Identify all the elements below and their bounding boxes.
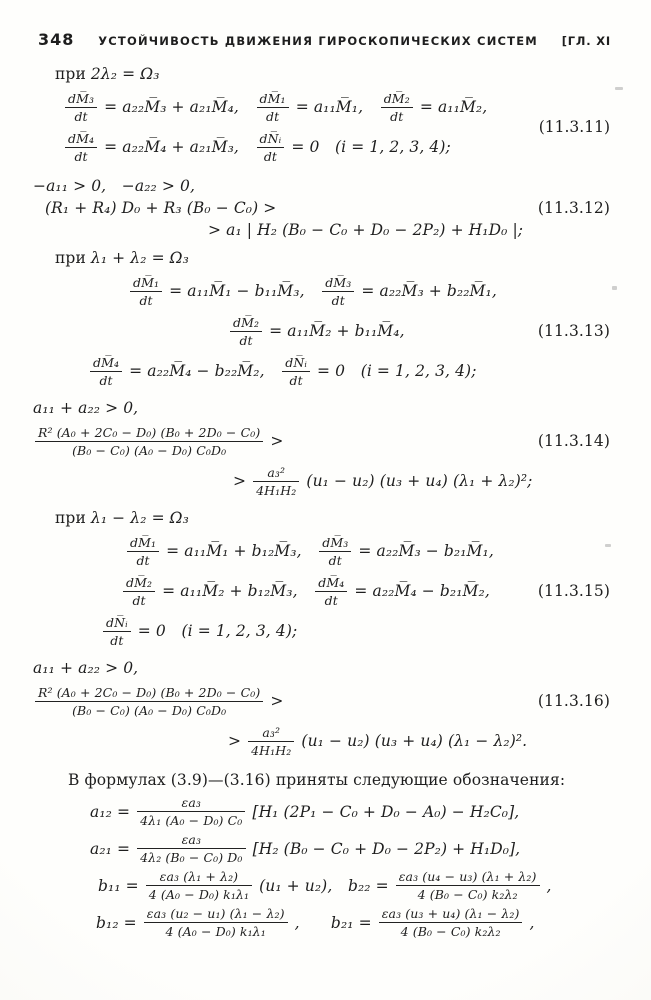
math-run: > a₁ | H₂ (B₀ − C₀ + D₀ − 2P₂) + H₁D₀ |;: [208, 221, 524, 239]
math-run: = 0 (i = 1, 2, 3, 4);: [312, 362, 477, 380]
math-run: = a₁₁M̅₁,: [290, 98, 379, 116]
math-run: = a₁₁M̅₂ + b₁₁M̅₄,: [264, 322, 405, 340]
fraction-numerator: dM̅₃: [65, 91, 97, 108]
fraction: [257, 131, 285, 164]
formula-row: [128, 271, 610, 311]
math-run: −a₁₁ > 0, −a₂₂ > 0,: [33, 177, 195, 195]
fraction-numerator: dN̅ᵢ: [282, 355, 310, 372]
formula-row: [45, 197, 610, 219]
equation-number: (11.3.16): [537, 692, 610, 710]
formula-row: [125, 531, 610, 571]
fraction-denominator: dt: [390, 108, 404, 124]
fraction-numerator: R² (A₀ + 2C₀ − D₀) (B₀ + 2D₀ − C₀): [35, 685, 263, 702]
fraction-numerator: dM̅₄: [65, 131, 97, 148]
formula-row: [55, 63, 610, 85]
formula-row: [33, 175, 610, 197]
fraction-numerator: εa₃ (u₂ − u₁) (λ₁ − λ₂): [144, 906, 288, 923]
fraction: [123, 575, 155, 608]
math-run: a₁₁ + a₂₂ > 0,: [33, 659, 139, 677]
fraction: [103, 615, 131, 648]
text-run: при: [55, 509, 91, 527]
math-run: [H₂ (B₀ − C₀ + D₀ − 2P₂) + H₁D₀],: [247, 839, 521, 858]
math-run: (u₁ + u₂), b₂₂ =: [254, 876, 394, 895]
math-run: = 0 (i = 1, 2, 3, 4);: [132, 622, 298, 640]
math-run: ,: [524, 913, 535, 932]
fraction: [137, 832, 245, 865]
fraction-numerator: εa₃ (λ₁ + λ₂): [146, 869, 252, 886]
text-run: В формулах (3.9)—(3.16) приняты следующие обозначения:: [68, 771, 566, 789]
fraction-denominator: 4 (A₀ − D₀) k₁λ₁: [148, 887, 250, 902]
condition-lambda1-minus-lambda2: [33, 507, 610, 529]
condition-2lambda2: [33, 63, 610, 85]
fraction-numerator: R² (A₀ + 2C₀ − D₀) (B₀ + 2D₀ − C₀): [35, 425, 263, 442]
fraction-numerator: εa₃: [137, 832, 245, 849]
fraction-denominator: dt: [139, 292, 153, 308]
equation-number: (11.3.14): [537, 432, 610, 450]
fraction-denominator: 4H₁H₂: [251, 742, 292, 758]
text-run: при: [55, 65, 91, 83]
fraction-denominator: dt: [136, 552, 150, 568]
fraction: [282, 355, 310, 388]
math-run: = a₂₂M̅₃ − b₂₁M̅₁,: [353, 542, 494, 560]
fraction-numerator: dM̅₁: [127, 535, 159, 552]
equation-number: (11.3.11): [538, 118, 610, 136]
equation-number: (11.3.13): [537, 322, 610, 340]
fraction-denominator: 4 (B₀ − C₀) k₂λ₂: [400, 924, 501, 939]
fraction: [65, 131, 97, 164]
coefficient-definitions: [33, 793, 610, 941]
formula-row: [88, 351, 610, 391]
formula-row: [33, 397, 610, 419]
fraction-denominator: dt: [324, 592, 338, 608]
formula-row: [233, 463, 610, 499]
math-run: >: [228, 732, 247, 750]
math-run: b₁₁ =: [98, 876, 144, 895]
math-run: = a₂₂M̅₃ + a₂₁M̅₄,: [99, 98, 255, 116]
fraction: [248, 725, 294, 758]
math-run: a₂₁ =: [90, 839, 136, 858]
formula-row: [90, 830, 610, 867]
math-run: a₁₂ =: [90, 802, 136, 821]
formula-row: [55, 507, 610, 529]
chapter-label: [ГЛ. XI: [561, 34, 611, 48]
fraction: [379, 906, 523, 939]
inequality-11-3-14: [33, 397, 610, 499]
scan-artifact: [605, 544, 611, 547]
formula-row: [98, 867, 610, 904]
fraction: [35, 425, 263, 458]
fraction-numerator: a₃²: [248, 725, 294, 742]
fraction: [319, 535, 351, 568]
fraction: [90, 355, 122, 388]
math-run: = a₁₁M̅₁ − b₁₁M̅₃,: [164, 282, 321, 300]
fraction-denominator: 4λ₁ (A₀ − D₀) C₀: [140, 813, 243, 828]
formula-row: [33, 419, 610, 463]
math-run: (R₁ + R₄) D₀ + R₃ (B₀ − C₀) >: [45, 199, 277, 217]
content: [0, 63, 651, 941]
fraction: [65, 91, 97, 124]
fraction-numerator: dM̅₁: [257, 91, 289, 108]
fraction-denominator: dt: [239, 332, 253, 348]
fraction-denominator: dt: [110, 632, 124, 648]
fraction-numerator: dM̅₂: [230, 315, 262, 332]
fraction-numerator: εa₃: [137, 795, 245, 812]
formula-row: [228, 311, 610, 351]
math-run: = 0 (i = 1, 2, 3, 4);: [286, 138, 451, 156]
fraction: [253, 465, 299, 498]
fraction-numerator: dM̅₃: [322, 275, 354, 292]
equation-11-3-13: [33, 271, 610, 391]
equation-number: (11.3.12): [537, 199, 610, 217]
equation-11-3-11: [33, 87, 610, 167]
math-run: b₁₂ =: [96, 913, 142, 932]
math-run: = a₁₁M̅₂,: [414, 98, 488, 116]
fraction: [230, 315, 262, 348]
fraction: [146, 869, 252, 902]
math-run: , b₂₁ =: [289, 913, 377, 932]
formula-row: [101, 611, 610, 651]
fraction-denominator: (B₀ − C₀) (A₀ − D₀) C₀D₀: [72, 442, 227, 458]
fraction-numerator: dN̅ᵢ: [103, 615, 131, 632]
math-run: = a₁₁M̅₂ + b₁₂M̅₃,: [157, 582, 314, 600]
math-run: a₁₁ + a₂₂ > 0,: [33, 399, 139, 417]
page-number: 348: [38, 30, 75, 49]
math-run: λ₁ + λ₂ = Ω₃: [90, 249, 189, 267]
fraction-denominator: 4 (B₀ − C₀) k₂λ₂: [417, 887, 518, 902]
fraction: [35, 685, 263, 718]
notation-paragraph: [33, 769, 610, 791]
text-run: при: [55, 249, 91, 267]
math-run: [H₁ (2P₁ − C₀ + D₀ − A₀) − H₂C₀],: [247, 802, 520, 821]
fraction-numerator: dM̅₁: [130, 275, 162, 292]
equation-11-3-15: [33, 531, 610, 651]
fraction-denominator: dt: [265, 108, 280, 124]
fraction-denominator: dt: [289, 372, 303, 388]
math-run: >: [265, 432, 284, 450]
formula-row: [208, 219, 610, 241]
fraction: [130, 275, 162, 308]
formula-row: [55, 247, 610, 269]
fraction-numerator: a₃²: [253, 465, 299, 482]
math-run: λ₁ − λ₂ = Ω₃: [90, 509, 189, 527]
math-run: (u₁ − u₂) (u₃ + u₄) (λ₁ + λ₂)²;: [301, 472, 533, 490]
fraction-numerator: εa₃ (u₃ + u₄) (λ₁ − λ₂): [379, 906, 523, 923]
scan-artifact: [612, 286, 617, 290]
inequality-11-3-16: [33, 657, 610, 759]
fraction-denominator: 4 (A₀ − D₀) k₁λ₁: [165, 924, 266, 939]
page-header: [0, 0, 651, 49]
fraction: [396, 869, 540, 902]
formula-row: [63, 127, 610, 167]
fraction-numerator: dM̅₂: [123, 575, 155, 592]
math-run: >: [265, 692, 284, 710]
fraction-numerator: εa₃ (u₄ − u₃) (λ₁ + λ₂): [396, 869, 540, 886]
formula-row: [90, 793, 610, 830]
fraction-numerator: dM̅₃: [319, 535, 351, 552]
equation-number: (11.3.15): [537, 582, 610, 600]
formula-row: [121, 571, 610, 611]
running-title: УСТОЙЧИВОСТЬ ДВИЖЕНИЯ ГИРОСКОПИЧЕСКИХ СИСТЕМ: [98, 34, 538, 48]
fraction-denominator: dt: [74, 148, 88, 164]
math-run: = a₂₂M̅₄ − b₂₂M̅₂,: [124, 362, 281, 380]
math-run: = a₂₂M̅₄ − b₂₁M̅₂,: [349, 582, 490, 600]
fraction-numerator: dN̅ᵢ: [257, 131, 285, 148]
fraction-denominator: dt: [328, 552, 342, 568]
math-run: ,: [541, 876, 552, 895]
formula-row: [33, 679, 610, 723]
fraction: [144, 906, 288, 939]
fraction: [315, 575, 347, 608]
fraction-denominator: dt: [99, 372, 113, 388]
fraction-denominator: (B₀ − C₀) (A₀ − D₀) C₀D₀: [72, 702, 227, 718]
fraction-denominator: dt: [263, 148, 278, 164]
fraction-denominator: 4λ₂ (B₀ − C₀) D₀: [140, 850, 243, 865]
formula-row: [33, 657, 610, 679]
math-run: = a₂₂M̅₃ + b₂₂M̅₁,: [356, 282, 497, 300]
math-run: 2λ₂ = Ω₃: [90, 65, 160, 83]
fraction: [322, 275, 354, 308]
fraction-numerator: dM̅₄: [315, 575, 347, 592]
fraction-numerator: dM̅₄: [90, 355, 122, 372]
fraction: [127, 535, 159, 568]
fraction-denominator: 4H₁H₂: [256, 482, 297, 498]
fraction-denominator: dt: [74, 108, 88, 124]
formula-row: [228, 723, 610, 759]
inequality-11-3-12: [33, 175, 610, 241]
formula-row: [63, 87, 610, 127]
fraction-denominator: dt: [132, 592, 146, 608]
math-run: (u₁ − u₂) (u₃ + u₄) (λ₁ − λ₂)².: [296, 732, 528, 750]
math-run: >: [233, 472, 252, 490]
fraction: [381, 91, 413, 124]
formula-row: [96, 904, 610, 941]
fraction: [137, 795, 245, 828]
fraction: [257, 91, 289, 124]
fraction-numerator: dM̅₂: [381, 91, 413, 108]
scan-artifact: [615, 87, 623, 90]
formula-row: [68, 769, 610, 791]
math-run: = a₁₁M̅₁ + b₁₂M̅₃,: [161, 542, 318, 560]
fraction-denominator: dt: [331, 292, 345, 308]
condition-lambda1-plus-lambda2: [33, 247, 610, 269]
math-run: = a₂₂M̅₄ + a₂₁M̅₃,: [99, 138, 255, 156]
